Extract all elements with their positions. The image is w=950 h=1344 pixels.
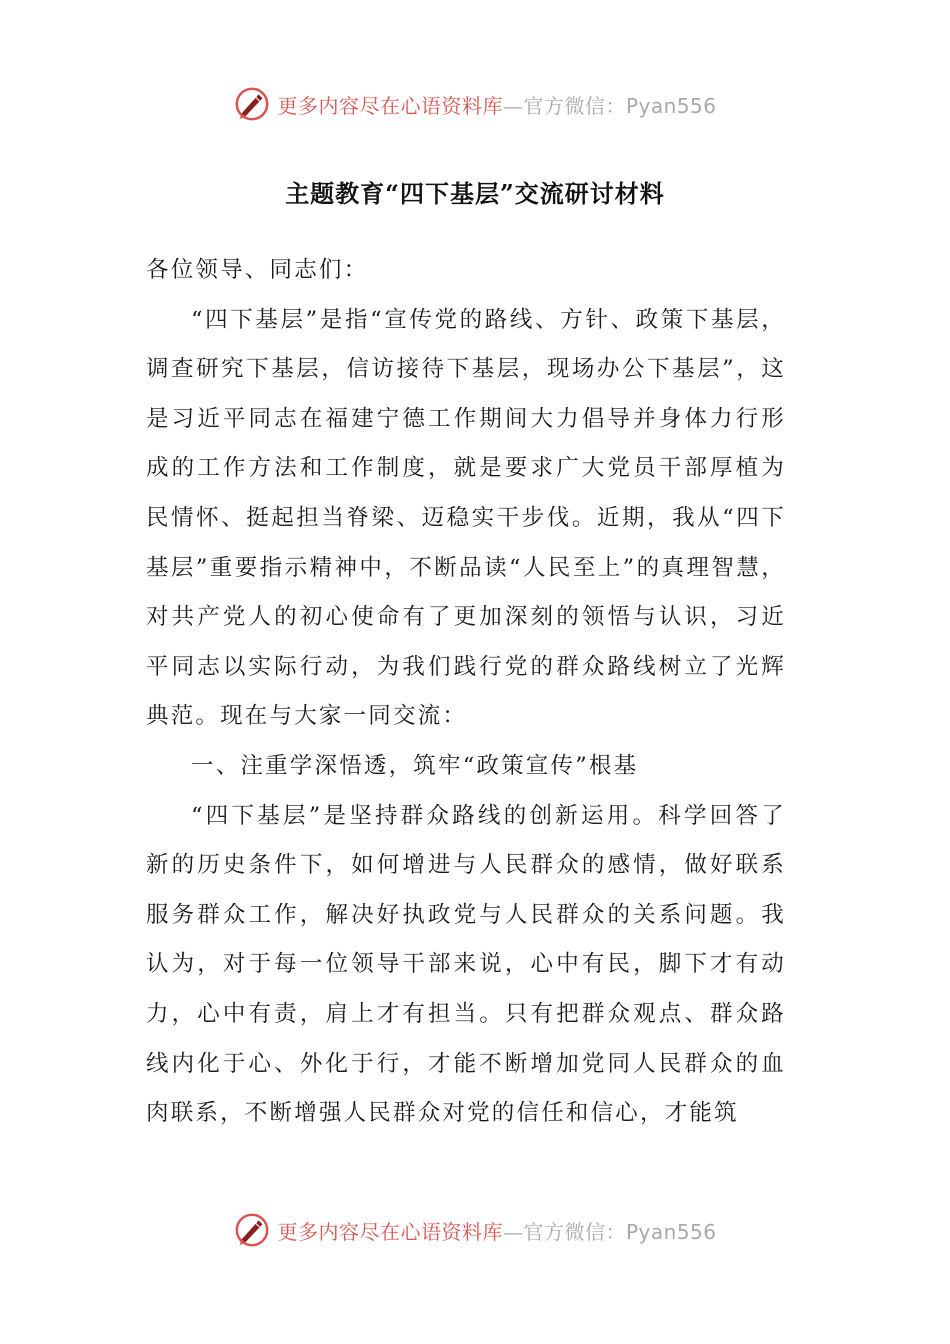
paragraph-section-1: “四下基层”是坚持群众路线的创新运用。科学回答了新的历史条件下，如何增进与人民群众的感情，做好联系服务群众工作，解决好执政党与人民群众的关系问题。我认为，对于每一位领导干部来说，心中有民，脚下才有动力，心中有责，肩上才有担当。只有把群众观点、群众路线内化于心、外化于行，才能不断增加党同人民群众的血肉联系，不断增强人民群众对党的信任和信心，才能筑 (146, 802, 786, 1127)
watermark-text: 更多内容尽在心语资料库—官方微信：Pyan556 (277, 1219, 717, 1244)
salutation: 各位领导、同志们： (146, 257, 369, 283)
paragraph-intro: “四下基层”是指“宣传党的路线、方针、政策下基层，调查研究下基层，信访接待下基层，现场办公下基层”，这是习近平同志在福建宁德工作期间大力倡导并身体力行形成的工作方法和工作制度，就是要求广大党员干部厚植为民情怀、挺起担当脊梁、迈稳实干步伐。近期，我从“四下基层”重要指示精神中，不断品读“人民至上”的真理智慧，对共产党人的初心使命有了更加深刻的领悟与认识，习近平同志以实际行动，为我们践行党的群众路线树立了光辉典范。现在与大家一同交流： (146, 306, 786, 730)
footer-watermark-banner (0, 1208, 950, 1252)
watermark-text: 更多内容尽在心语资料库—官方微信：Pyan556 (277, 93, 717, 118)
pen-logo-icon (233, 1211, 271, 1249)
document-title: 主题教育“四下基层”交流研讨材料 (285, 179, 665, 208)
header-watermark-banner (0, 82, 950, 126)
pen-logo-icon (233, 85, 271, 123)
document-body (146, 246, 786, 1139)
section-heading-1: 一、注重学深悟透，筑牢“政策宣传”根基 (191, 752, 639, 779)
